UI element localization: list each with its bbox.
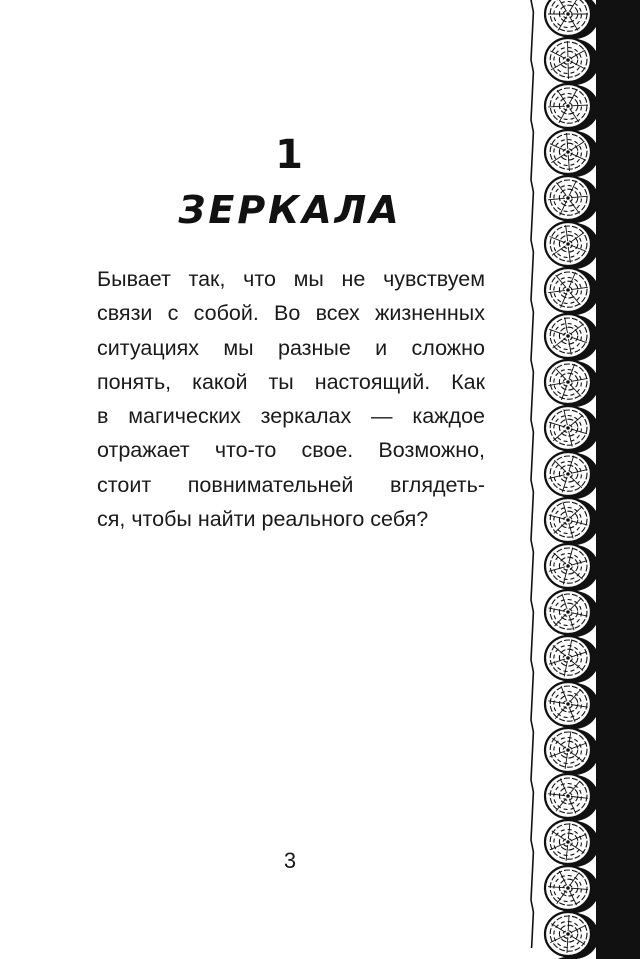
- wood-slice-icon: [545, 222, 599, 269]
- wood-slice-icon: [545, 176, 599, 223]
- chapter-number: 1: [275, 132, 305, 178]
- wood-slice-icon: [545, 498, 599, 545]
- body-paragraph: [97, 262, 485, 536]
- wood-slice-icon: [545, 728, 599, 775]
- paragraph-line: понять, какой ты настоящий. Как: [97, 369, 485, 394]
- paragraph-line: Бывает так, что мы не чувствуем: [97, 267, 485, 291]
- wood-slice-icon: [545, 84, 599, 131]
- wood-slice-icon: [545, 314, 599, 361]
- wood-slice-icon: [545, 636, 599, 683]
- wood-slice-icon: [545, 820, 599, 867]
- wood-slice-icon: [545, 452, 599, 499]
- paragraph-line: стоит повнимательней вглядеть-: [97, 472, 485, 497]
- wood-slice-icon: [545, 682, 599, 729]
- paragraph-line: в магических зеркалах — каждое: [97, 404, 485, 429]
- paragraph-line: ся, чтобы найти реального себя?: [97, 507, 429, 532]
- wood-slice-border-illustration: [528, 0, 640, 959]
- wood-slice-icon: [545, 912, 599, 959]
- wood-slice-icon: [545, 268, 599, 315]
- border-dark-band: [596, 0, 640, 959]
- wood-slice-icon: [545, 130, 599, 177]
- wood-slice-icon: [545, 866, 599, 913]
- page-number: 3: [283, 848, 297, 873]
- chapter-title: ЗЕРКАЛА: [178, 188, 402, 232]
- wood-slice-icon: [545, 38, 599, 85]
- wood-slice-icon: [545, 544, 599, 591]
- paragraph-line: ситуациях мы разные и сложно: [97, 335, 485, 360]
- decorative-border: [528, 0, 640, 959]
- wood-slice-icon: [545, 590, 599, 637]
- wood-slice-icon: [545, 0, 599, 39]
- wood-slice-icon: [545, 774, 599, 821]
- paragraph-line: связи с собой. Во всех жизненных: [97, 301, 485, 326]
- wood-slice-icon: [545, 406, 599, 453]
- border-edge-line: [531, 0, 533, 948]
- paragraph-line: отражает что-то свое. Возможно,: [97, 438, 485, 463]
- wood-slice-icon: [545, 360, 599, 407]
